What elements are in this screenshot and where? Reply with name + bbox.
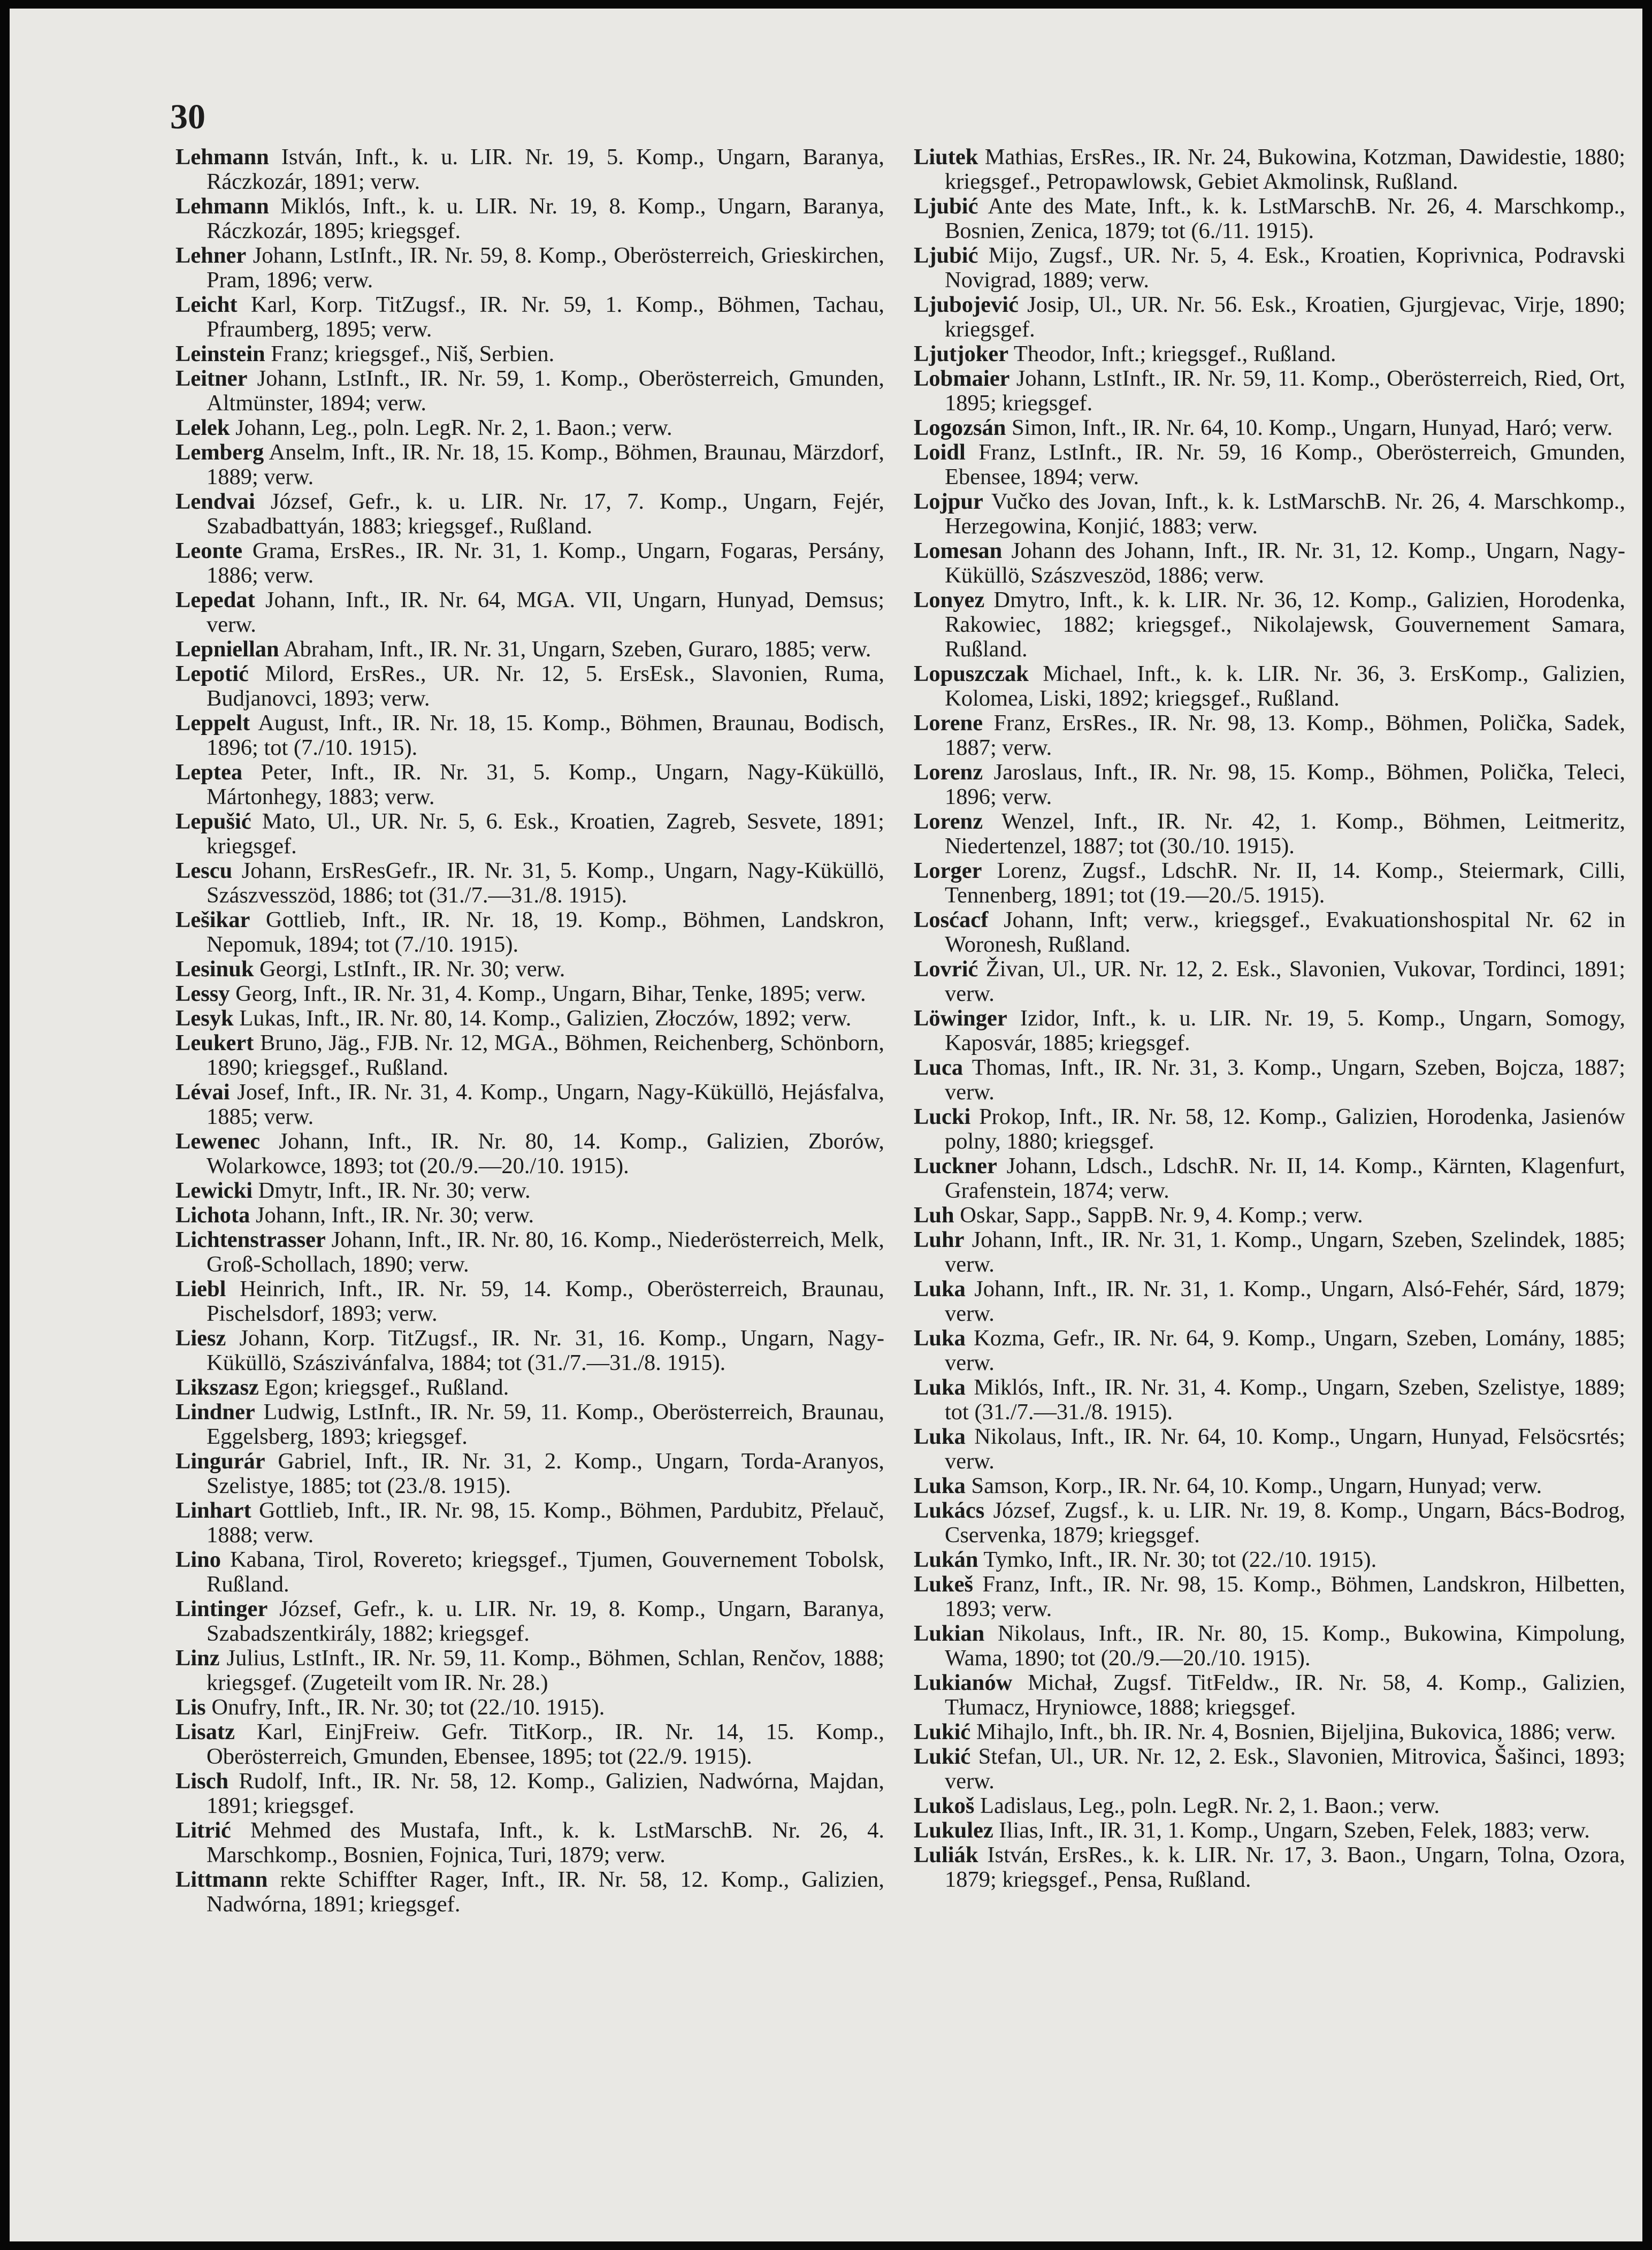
entry-details: Johann, Inft., IR. Nr. 31, 1. Komp., Ungarn, Szeben, Szelindek, 1885; verw.	[945, 1227, 1626, 1277]
entry-surname: Leppelt	[175, 710, 250, 736]
entry-details: Rudolf, Inft., IR. Nr. 58, 12. Komp., Galizien, Nadwórna, Majdan, 1891; kriegsgef.	[206, 1769, 885, 1818]
register-entry	[914, 342, 1625, 366]
entry-surname: Lucki	[914, 1104, 971, 1129]
entry-details: Oskar, Sapp., SappB. Nr. 9, 4. Komp.; verw.	[960, 1203, 1363, 1228]
entry-surname: Lovrić	[914, 956, 978, 982]
entry-surname: Luka	[914, 1424, 966, 1449]
entry-surname: Lorger	[914, 858, 982, 883]
entry-details: Thomas, Inft., IR. Nr. 31, 3. Komp., Ungarn, Szeben, Bojcza, 1887; verw.	[945, 1055, 1626, 1105]
entry-surname: Lichtenstrasser	[175, 1227, 326, 1252]
register-entry	[175, 1548, 884, 1597]
entry-details: Ante des Mate, Inft., k. k. LstMarschB. Nr. 26, 4. Marschkomp., Bosnien, Zenica, 1879; tot (6./11. 1915).	[945, 194, 1625, 243]
entry-surname: Leinstein	[175, 341, 265, 366]
register-entry	[914, 1498, 1625, 1548]
entry-surname: Luhr	[914, 1227, 965, 1252]
register-entry	[175, 342, 884, 366]
entry-details: Miklós, Inft., k. u. LIR. Nr. 19, 8. Komp., Ungarn, Baranya, Ráczkozár, 1895; kriegsgef.	[206, 194, 884, 243]
entry-surname: Lukán	[914, 1547, 978, 1572]
register-entry	[914, 489, 1625, 539]
register-entry	[175, 1449, 884, 1498]
entry-details: Ludwig, LstInft., IR. Nr. 59, 11. Komp., Oberösterreich, Braunau, Eggelsberg, 1893; kriegsgef.	[206, 1399, 885, 1449]
entry-surname: Lepotić	[175, 661, 249, 686]
entry-details: Dmytro, Inft., k. k. LIR. Nr. 36, 12. Komp., Galizien, Horodenka, Rakowiec, 1882; kriegsgef., Nikolajewsk, Gouvernement Samara, Rußland.	[945, 587, 1625, 662]
entry-details: Onufry, Inft., IR. Nr. 30; tot (22./10. 1915).	[211, 1695, 605, 1720]
entry-details: Johann, LstInft., IR. Nr. 59, 8. Komp., Oberösterreich, Grieskirchen, Pram, 1896; verw.	[206, 243, 885, 293]
entry-surname: Lukianów	[914, 1670, 1013, 1695]
register-entry	[914, 711, 1625, 760]
register-entry	[914, 1671, 1625, 1720]
entry-details: Johann, ErsResGefr., IR. Nr. 31, 5. Komp., Ungarn, Nagy-Küküllö, Szászvesszöd, 1886; tot (31./7.—31./8. 1915).	[206, 858, 885, 908]
entry-surname: Lepedat	[175, 587, 255, 613]
entry-surname: Lepniellan	[175, 637, 279, 662]
register-entry	[175, 957, 884, 982]
entry-surname: Lingurár	[175, 1449, 265, 1474]
entry-details: Tymko, Inft., IR. Nr. 30; tot (22./10. 1915).	[983, 1547, 1377, 1572]
entry-surname: Leukert	[175, 1030, 254, 1055]
entry-surname: Lescu	[175, 858, 233, 883]
entry-details: Peter, Inft., IR. Nr. 31, 5. Komp., Ungarn, Nagy-Küküllö, Mártonhegy, 1883; verw.	[206, 760, 885, 809]
entry-details: Samson, Korp., IR. Nr. 64, 10. Komp., Ungarn, Hunyad; verw.	[971, 1473, 1542, 1498]
entry-details: Živan, Ul., UR. Nr. 12, 2. Esk., Slavonien, Vukovar, Tordinci, 1891; verw.	[945, 956, 1625, 1006]
register-entry	[914, 416, 1625, 440]
entry-details: Ladislaus, Leg., poln. LegR. Nr. 2, 1. Baon.; verw.	[980, 1793, 1440, 1818]
register-entry	[175, 1375, 884, 1400]
register-entry	[914, 366, 1625, 416]
entry-details: Miklós, Inft., IR. Nr. 31, 4. Komp., Ungarn, Szeben, Szelistye, 1889; tot (31./7.—31./8. 1915).	[945, 1375, 1625, 1425]
register-entry	[914, 1105, 1625, 1154]
entry-surname: Lehmann	[175, 144, 269, 170]
entry-details: Nikolaus, Inft., IR. Nr. 80, 15. Komp., Bukowina, Kimpolung, Wama, 1890; tot (20./9.—20./10. 1915).	[945, 1621, 1626, 1671]
entry-details: Mehmed des Mustafa, Inft., k. k. LstMarschB. Nr. 26, 4. Marschkomp., Bosnien, Fojnica, Turi, 1879; verw.	[206, 1818, 885, 1868]
entry-details: József, Zugsf., k. u. LIR. Nr. 19, 8. Komp., Ungarn, Bács-Bodrog, Cservenka, 1879; kriegsgef.	[945, 1498, 1626, 1548]
register-entry	[914, 1720, 1625, 1744]
right-column	[914, 145, 1625, 1892]
entry-details: rekte Schiffter Rager, Inft., IR. Nr. 58, 12. Komp., Galizien, Nadwórna, 1891; kriegsgef.	[206, 1867, 885, 1917]
entry-surname: Lukoš	[914, 1793, 975, 1818]
entry-details: Gottlieb, Inft., IR. Nr. 98, 15. Komp., Böhmen, Pardubitz, Přelauč, 1888; verw.	[206, 1498, 885, 1548]
entry-details: József, Gefr., k. u. LIR. Nr. 19, 8. Komp., Ungarn, Baranya, Szabadszentkirály, 1882; kriegsgef.	[206, 1596, 884, 1646]
register-entry	[175, 366, 884, 416]
entry-surname: Lisch	[175, 1769, 229, 1794]
entry-details: Heinrich, Inft., IR. Nr. 59, 14. Komp., Oberösterreich, Braunau, Pischelsdorf, 1893; verw.	[206, 1276, 884, 1326]
entry-surname: Lorenz	[914, 809, 983, 834]
entry-surname: Lendvai	[175, 489, 255, 514]
entry-details: Mijo, Zugsf., UR. Nr. 5, 4. Esk., Kroatien, Koprivnica, Podravski Novigrad, 1889; verw.	[945, 243, 1625, 293]
entry-details: Johann, Inft., IR. Nr. 64, MGA. VII, Ungarn, Hunyad, Demsus; verw.	[206, 587, 885, 637]
entry-details: Dmytr, Inft., IR. Nr. 30; verw.	[258, 1178, 531, 1203]
entry-details: Anselm, Inft., IR. Nr. 18, 15. Komp., Böhmen, Braunau, Märzdorf, 1889; verw.	[206, 440, 885, 489]
register-entry	[175, 809, 884, 859]
register-entry	[914, 1621, 1625, 1671]
entry-details: Franz, LstInft., IR. Nr. 59, 16 Komp., Oberösterreich, Gmunden, Ebensee, 1894; verw.	[945, 440, 1626, 489]
entry-surname: Lepušić	[175, 809, 251, 834]
entry-details: Julius, LstInft., IR. Nr. 59, 11. Komp., Böhmen, Schlan, Renčov, 1888; kriegsgef. (Zugeteilt vom IR. Nr. 28.)	[206, 1646, 884, 1695]
register-entry	[175, 1695, 884, 1720]
entry-surname: Lehner	[175, 243, 247, 268]
entry-surname: Lukian	[914, 1621, 985, 1646]
entry-surname: Luka	[914, 1375, 966, 1400]
register-entry	[914, 1154, 1625, 1203]
register-entry	[175, 489, 884, 539]
register-entry	[914, 440, 1625, 489]
entry-details: Johann, Ldsch., LdschR. Nr. II, 14. Komp., Kärnten, Klagenfurt, Grafenstein, 1874; verw.	[945, 1153, 1625, 1203]
entry-surname: Luka	[914, 1276, 966, 1302]
register-entry	[175, 440, 884, 489]
register-entry	[175, 1080, 884, 1129]
register-entry	[175, 1006, 884, 1031]
entry-surname: Lehmann	[175, 194, 269, 219]
entry-details: Johann, Inft., IR. Nr. 80, 14. Komp., Galizien, Zborów, Wolarkowce, 1893; tot (20./9.—20./10. 1915).	[206, 1129, 884, 1178]
entry-details: Vučko des Jovan, Inft., k. k. LstMarschB. Nr. 26, 4. Marschkomp., Herzegowina, Konjić, 1883; verw.	[945, 489, 1626, 539]
entry-details: Johann, Inft., IR. Nr. 31, 1. Komp., Ungarn, Alsó-Fehér, Sárd, 1879; verw.	[945, 1276, 1625, 1326]
register-entry	[175, 859, 884, 908]
entry-surname: Lojpur	[914, 489, 983, 514]
entry-surname: Luckner	[914, 1153, 997, 1178]
entry-details: Mato, Ul., UR. Nr. 5, 6. Esk., Kroatien, Zagreb, Sesvete, 1891; kriegsgef.	[206, 809, 884, 859]
register-entry	[914, 1055, 1625, 1105]
entry-details: Stefan, Ul., UR. Nr. 12, 2. Esk., Slavonien, Mitrovica, Šašinci, 1893; verw.	[945, 1744, 1626, 1794]
entry-details: Kozma, Gefr., IR. Nr. 64, 9. Komp., Ungarn, Szeben, Lomány, 1885; verw.	[945, 1326, 1626, 1375]
entry-details: Prokop, Inft., IR. Nr. 58, 12. Komp., Galizien, Horodenka, Jasienów polny, 1880; kriegsgef.	[945, 1104, 1626, 1154]
entry-surname: Loidl	[914, 440, 966, 465]
entry-details: Izidor, Inft., k. u. LIR. Nr. 19, 5. Komp., Ungarn, Somogy, Kaposvár, 1885; kriegsgef.	[945, 1006, 1625, 1055]
register-entry	[914, 760, 1625, 809]
entry-details: Bruno, Jäg., FJB. Nr. 12, MGA., Böhmen, Reichenberg, Schönborn, 1890; kriegsgef., Rußland.	[206, 1030, 885, 1080]
entry-surname: Ljubić	[914, 194, 978, 219]
register-entry	[914, 1203, 1625, 1228]
register-entry	[175, 1646, 884, 1695]
register-entry	[914, 1572, 1625, 1621]
entry-surname: Lonyez	[914, 587, 985, 613]
entry-details: Georg, Inft., IR. Nr. 31, 4. Komp., Ungarn, Bihar, Tenke, 1895; verw.	[235, 981, 866, 1006]
page-number: 30	[170, 97, 205, 136]
entry-surname: Leitner	[175, 366, 248, 391]
entry-surname: Losćacf	[914, 907, 989, 932]
register-entry	[175, 982, 884, 1006]
register-entry	[914, 539, 1625, 588]
register-entry	[914, 1326, 1625, 1375]
register-entry	[914, 293, 1625, 342]
entry-surname: Ljubojević	[914, 292, 1019, 317]
entry-surname: Lukács	[914, 1498, 985, 1523]
entry-surname: Luliák	[914, 1842, 978, 1868]
entry-surname: Lorene	[914, 710, 983, 736]
register-entry	[914, 1425, 1625, 1474]
register-entry	[914, 145, 1625, 194]
entry-details: Mathias, ErsRes., IR. Nr. 24, Bukowina, Kotzman, Dawidestie, 1880; kriegsgef., Petropawlowsk, Gebiet Akmolinsk, Rußland.	[945, 144, 1625, 194]
entry-surname: Liesz	[175, 1326, 226, 1351]
register-entry	[175, 293, 884, 342]
entry-details: Kabana, Tirol, Rovereto; kriegsgef., Tjumen, Gouvernement Tobolsk, Rußland.	[206, 1547, 884, 1597]
entry-details: Mihajlo, Inft., bh. IR. Nr. 4, Bosnien, Bijeljina, Bukovica, 1886; verw.	[976, 1719, 1616, 1744]
entry-details: Michał, Zugsf. TitFeldw., IR. Nr. 58, 4. Komp., Galizien, Tłumacz, Hryniowce, 1888; kriegsgef.	[945, 1670, 1626, 1720]
entry-details: Karl, EinjFreiw. Gefr. TitKorp., IR. Nr. 14, 15. Komp., Oberösterreich, Gmunden, Ebensee, 1895; tot (22./9. 1915).	[206, 1719, 884, 1769]
entry-surname: Lomesan	[914, 538, 1003, 563]
entry-surname: Lukulez	[914, 1818, 993, 1843]
register-entry	[175, 194, 884, 243]
entry-details: Michael, Inft., k. k. LIR. Nr. 36, 3. ErsKomp., Galizien, Kolomea, Liski, 1892; kriegsgef., Rußland.	[945, 661, 1625, 711]
entry-details: Karl, Korp. TitZugsf., IR. Nr. 59, 1. Komp., Böhmen, Tachau, Pfraumberg, 1895; verw.	[206, 292, 884, 342]
register-entry	[175, 760, 884, 809]
entry-details: Ilias, Inft., IR. 31, 1. Komp., Ungarn, Szeben, Felek, 1883; verw.	[999, 1818, 1590, 1843]
entry-details: Abraham, Inft., IR. Nr. 31, Ungarn, Szeben, Guraro, 1885; verw.	[283, 637, 871, 662]
entry-surname: Luh	[914, 1203, 954, 1228]
entry-surname: Logozsán	[914, 415, 1006, 440]
register-entry	[175, 1203, 884, 1228]
entry-surname: Lelek	[175, 415, 230, 440]
entry-details: Georgi, LstInft., IR. Nr. 30; verw.	[259, 956, 565, 982]
entry-surname: Linhart	[175, 1498, 251, 1523]
left-column	[175, 145, 884, 1917]
entry-details: Franz; kriegsgef., Niš, Serbien.	[271, 341, 555, 366]
entry-details: Johann, Leg., poln. LegR. Nr. 2, 1. Baon.; verw.	[235, 415, 672, 440]
register-entry	[175, 1031, 884, 1080]
entry-details: Nikolaus, Inft., IR. Nr. 64, 10. Komp., Ungarn, Hunyad, Felsöcsrtés; verw.	[945, 1424, 1625, 1474]
entry-surname: Lopuszczak	[914, 661, 1029, 686]
entry-surname: Lewenec	[175, 1129, 261, 1154]
entry-details: Franz, ErsRes., IR. Nr. 98, 13. Komp., Böhmen, Polička, Sadek, 1887; verw.	[945, 710, 1626, 760]
entry-surname: Littmann	[175, 1867, 268, 1892]
entry-details: István, ErsRes., k. k. LIR. Nr. 17, 3. Baon., Ungarn, Tolna, Ozora, 1879; kriegsgef., Pensa, Rußland.	[945, 1842, 1625, 1892]
entry-details: August, Inft., IR. Nr. 18, 15. Komp., Böhmen, Braunau, Bodisch, 1896; tot (7./10. 1915).	[206, 710, 884, 760]
entry-surname: Likszasz	[175, 1375, 259, 1400]
entry-surname: Lemberg	[175, 440, 264, 465]
entry-details: Theodor, Inft.; kriegsgef., Rußland.	[1013, 341, 1336, 366]
entry-surname: Lewicki	[175, 1178, 253, 1203]
entry-surname: Leonte	[175, 538, 243, 563]
entry-details: Lukas, Inft., IR. Nr. 80, 14. Komp., Galizien, Złoczów, 1892; verw.	[239, 1006, 852, 1031]
register-entry	[914, 243, 1625, 293]
register-entry	[175, 416, 884, 440]
register-entry	[914, 1744, 1625, 1794]
register-entry	[914, 1375, 1625, 1425]
entry-surname: Litrić	[175, 1818, 231, 1843]
entry-details: Josip, Ul., UR. Nr. 56. Esk., Kroatien, Gjurgjevac, Virje, 1890; kriegsgef.	[945, 292, 1625, 342]
entry-surname: Lesinuk	[175, 956, 254, 982]
entry-details: József, Gefr., k. u. LIR. Nr. 17, 7. Komp., Ungarn, Fejér, Szabadbattyán, 1883; kriegsgef., Rußland.	[206, 489, 884, 539]
entry-details: István, Inft., k. u. LIR. Nr. 19, 5. Komp., Ungarn, Baranya, Ráczkozár, 1891; verw.	[206, 144, 884, 194]
register-entry	[914, 194, 1625, 243]
register-entry	[175, 1400, 884, 1449]
entry-surname: Lis	[175, 1695, 206, 1720]
entry-surname: Lévai	[175, 1080, 230, 1105]
register-entry	[175, 588, 884, 637]
register-entry	[175, 1498, 884, 1548]
register-entry	[175, 1597, 884, 1646]
entry-surname: Ljubić	[914, 243, 978, 268]
entry-surname: Lešikar	[175, 907, 250, 932]
entry-details: Lorenz, Zugsf., LdschR. Nr. II, 14. Komp., Steiermark, Cilli, Tennenberg, 1891; tot (19.—20./5. 1915).	[945, 858, 1626, 908]
entry-surname: Luka	[914, 1326, 966, 1351]
entry-surname: Liebl	[175, 1276, 226, 1302]
entry-surname: Leicht	[175, 292, 238, 317]
entry-details: Franz, Inft., IR. Nr. 98, 15. Komp., Böhmen, Landskron, Hilbetten, 1893; verw.	[945, 1572, 1626, 1621]
register-entry	[914, 1474, 1625, 1498]
register-entry	[175, 908, 884, 957]
entry-details: Milord, ErsRes., UR. Nr. 12, 5. ErsEsk., Slavonien, Ruma, Budjanovci, 1893; verw.	[206, 661, 885, 711]
entry-surname: Lesyk	[175, 1006, 234, 1031]
register-entry	[914, 1843, 1625, 1892]
register-entry	[914, 1228, 1625, 1277]
register-entry	[914, 588, 1625, 662]
entry-surname: Lobmaier	[914, 366, 1010, 391]
entry-surname: Leptea	[175, 760, 243, 785]
register-entry	[175, 1769, 884, 1818]
register-entry	[914, 1794, 1625, 1818]
register-entry	[175, 539, 884, 588]
register-entry	[175, 1277, 884, 1326]
register-entry	[175, 1868, 884, 1917]
register-entry	[175, 1228, 884, 1277]
document-page	[10, 9, 1642, 2241]
entry-surname: Lukić	[914, 1719, 971, 1744]
register-entry	[175, 711, 884, 760]
entry-surname: Luka	[914, 1473, 966, 1498]
entry-surname: Lukić	[914, 1744, 971, 1769]
entry-details: Grama, ErsRes., IR. Nr. 31, 1. Komp., Ungarn, Fogaras, Persány, 1886; verw.	[206, 538, 885, 588]
entry-surname: Lindner	[175, 1399, 255, 1425]
entry-details: Johann, Inft., IR. Nr. 30; verw.	[255, 1203, 534, 1228]
register-entry	[175, 1129, 884, 1178]
entry-details: Josef, Inft., IR. Nr. 31, 4. Komp., Ungarn, Nagy-Küküllö, Hejásfalva, 1885; verw.	[206, 1080, 885, 1129]
entry-details: Johann, LstInft., IR. Nr. 59, 1. Komp., Oberösterreich, Gmunden, Altmünster, 1894; verw.	[206, 366, 884, 416]
register-entry	[175, 1178, 884, 1203]
register-entry	[914, 1818, 1625, 1843]
register-entry	[175, 637, 884, 662]
entry-details: Gabriel, Inft., IR. Nr. 31, 2. Komp., Ungarn, Torda-Aranyos, Szelistye, 1885; tot (23./8. 1915).	[206, 1449, 884, 1498]
entry-details: Wenzel, Inft., IR. Nr. 42, 1. Komp., Böhmen, Leitmeritz, Niedertenzel, 1887; tot (30./10. 1915).	[945, 809, 1626, 859]
entry-details: Jaroslaus, Inft., IR. Nr. 98, 15. Komp., Böhmen, Polička, Teleci, 1896; verw.	[945, 760, 1625, 809]
register-entry	[914, 957, 1625, 1006]
entry-surname: Lessy	[175, 981, 230, 1006]
entry-details: Simon, Inft., IR. Nr. 64, 10. Komp., Ungarn, Hunyad, Haró; verw.	[1012, 415, 1613, 440]
entry-surname: Luca	[914, 1055, 963, 1080]
entry-surname: Lisatz	[175, 1719, 235, 1744]
register-entry	[914, 859, 1625, 908]
entry-details: Johann, Inft; verw., kriegsgef., Evakuationshospital Nr. 62 in Woronesh, Rußland.	[945, 907, 1625, 957]
entry-surname: Liutek	[914, 144, 978, 170]
register-entry	[914, 1006, 1625, 1055]
entry-surname: Linz	[175, 1646, 220, 1671]
entry-details: Johann, Korp. TitZugsf., IR. Nr. 31, 16. Komp., Ungarn, Nagy-Küküllö, Szászivánfalva, 1884; tot (31./7.—31./8. 1915).	[206, 1326, 885, 1375]
entry-surname: Lichota	[175, 1203, 250, 1228]
register-entry	[914, 1277, 1625, 1326]
register-entry	[914, 1548, 1625, 1572]
entry-surname: Lintinger	[175, 1596, 268, 1621]
entry-surname: Lorenz	[914, 760, 983, 785]
register-entry	[175, 1326, 884, 1375]
entry-surname: Lino	[175, 1547, 221, 1572]
register-entry	[175, 145, 884, 194]
entry-details: Johann des Johann, Inft., IR. Nr. 31, 12. Komp., Ungarn, Nagy-Küküllö, Szászveszöd, 1886; verw.	[945, 538, 1625, 588]
entry-details: Johann, LstInft., IR. Nr. 59, 11. Komp., Oberösterreich, Ried, Ort, 1895; kriegsgef.	[945, 366, 1625, 416]
entry-details: Gottlieb, Inft., IR. Nr. 18, 19. Komp., Böhmen, Landskron, Nepomuk, 1894; tot (7./10. 1915).	[206, 907, 885, 957]
entry-details: Johann, Inft., IR. Nr. 80, 16. Komp., Niederösterreich, Melk, Groß-Schollach, 1890; verw.	[206, 1227, 884, 1277]
register-entry	[175, 243, 884, 293]
register-entry	[175, 662, 884, 711]
entry-surname: Lukeš	[914, 1572, 974, 1597]
register-entry	[175, 1818, 884, 1868]
register-entry	[175, 1720, 884, 1769]
entry-surname: Ljutjoker	[914, 341, 1009, 366]
register-entry	[914, 662, 1625, 711]
register-entry	[914, 809, 1625, 859]
entry-details: Egon; kriegsgef., Rußland.	[264, 1375, 509, 1400]
register-entry	[914, 908, 1625, 957]
entry-surname: Löwinger	[914, 1006, 1007, 1031]
